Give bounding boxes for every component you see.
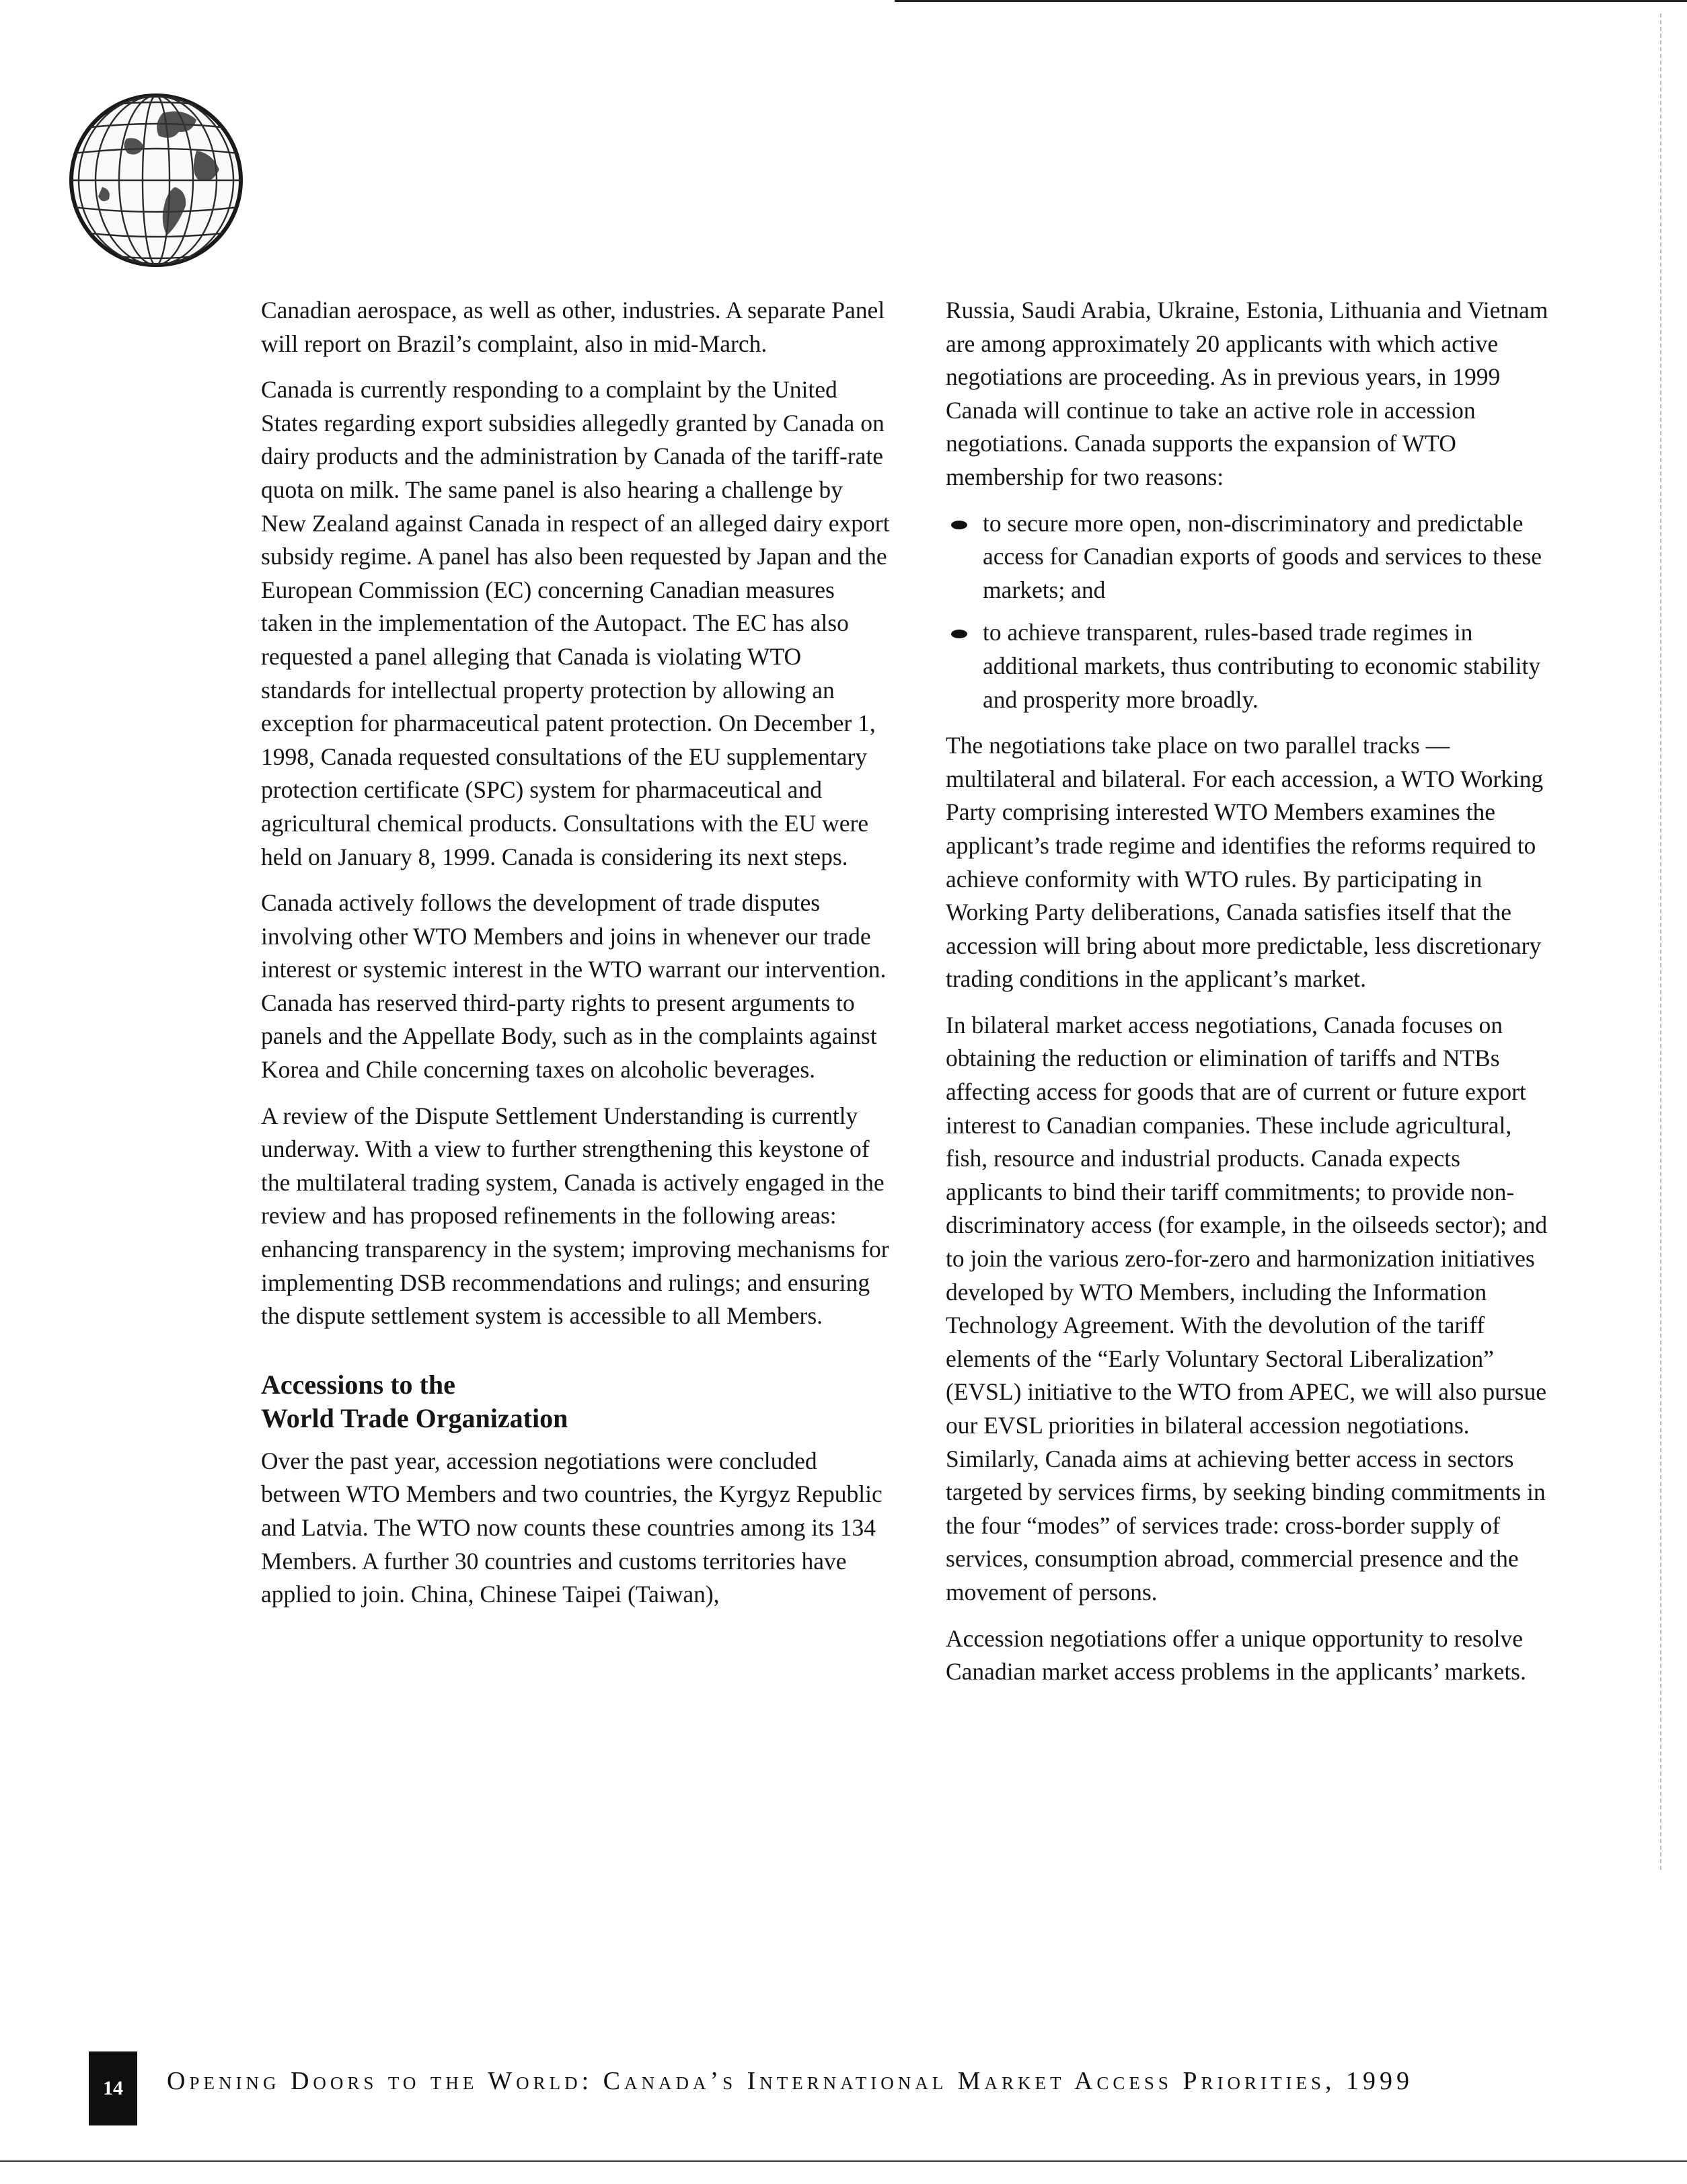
page-number: 14: [89, 2051, 137, 2125]
top-rule: [895, 0, 1687, 2]
bullet-text: to achieve transparent, rules-based trade regimes in additional markets, thus contributing to economic stability and prosperity more broadly.: [983, 619, 1541, 713]
running-title: Opening Doors to the World: Canada’s International Market Access Priorities, 1999: [167, 2067, 1414, 2095]
paragraph: Canada is currently responding to a complaint by the United States regarding export subsidies allegedly granted by Canada on dairy products and the administration by Canada of the tariff-rate quota on milk. The same panel is also hearing a challenge by New Zealand against Canada in respect of an alleged dairy export subsidy regime. A panel has also been requested by Japan and the European Commission (EC) concerning Canadian measures taken in the implementation of the Autopact. The EC has also requested a panel alleging that Canada is violating WTO standards for intellectual property protection by allowing an exception for pharmaceutical patent protection. On December 1, 1998, Canada requested consultations of the EU supplementary protection certificate (SPC) system for pharmaceutical and agricultural chemical products. Consultations with the EU were held on January 8, 1999. Canada is considering its next steps.: [261, 376, 890, 870]
paragraph: Canadian aerospace, as well as other, industries. A separate Panel will report on Brazil’s complaint, also in mid-March.: [261, 297, 885, 357]
paragraph: Canada actively follows the development of trade disputes involving other WTO Members and joins in whenever our trade interest or systemic interest in the WTO warrant our intervention. Canada has reserved third-party rights to present arguments to panels and the Appellate Body, such as in the complaints against Korea and Chile concerning taxes on alcoholic beverages.: [261, 889, 887, 1084]
globe-icon: [62, 86, 250, 274]
left-column: [261, 294, 890, 1624]
paragraph: Russia, Saudi Arabia, Ukraine, Estonia, Lithuania and Vietnam are among approximately 20 applicants with which active negotiations are proceeding. As in previous years, in 1999 Canada will continue to take an active role in accession negotiations. Canada supports the expansion of WTO membership for two reasons:: [946, 297, 1548, 490]
paragraph: Over the past year, accession negotiations were concluded between WTO Members and two countries, the Kyrgyz Republic and Latvia. The WTO now counts these countries among its 134 Members. A further 30 countries and customs territories have applied to join. China, Chinese Taipei (Taiwan),: [261, 1447, 883, 1608]
bullet-text: to secure more open, non-discriminatory and predictable access for Canadian exports of goods and services to these markets; and: [983, 509, 1542, 603]
bullet-icon: [951, 521, 967, 529]
bullet-item: [946, 616, 1551, 716]
paragraph: A review of the Dispute Settlement Understanding is currently underway. With a view to further strengthening this keystone of the multilateral trading system, Canada is actively engaged in the review and has proposed refinements in the following areas: enhancing transparency in the system; improving mechanisms for implementing DSB recommendations and rulings; and ensuring the dispute settlement system is accessible to all Members.: [261, 1102, 889, 1330]
bullet-icon: [951, 630, 967, 638]
section-heading-line: World Trade Organization: [261, 1402, 568, 1433]
paragraph: The negotiations take place on two parallel tracks — multilateral and bilateral. For each accession, a WTO Working Party comprising interested WTO Members examines the applicant’s trade regime and identifies the reforms required to achieve conformity with WTO rules. By participating in Working Party deliberations, Canada satisfies itself that the accession will bring about more predictable, less discretionary trading conditions in the applicant’s market.: [946, 732, 1544, 993]
page-edge-marks: [1660, 13, 1661, 1870]
paragraph: In bilateral market access negotiations, Canada focuses on obtaining the reduction or elimination of tariffs and NTBs affecting access for goods that are of current or future export interest to Canadian companies. These include agricultural, fish, resource and industrial products. Canada expects applicants to bind their tariff commitments; to provide non-discriminatory access (for example, in the oilseeds sector); and to join the various zero-for-zero and harmonization initiatives developed by WTO Members, including the Information Technology Agreement. With the devolution of the tariff elements of the “Early Voluntary Sectoral Liberalization” (EVSL) initiative to the WTO from APEC, we will also pursue our EVSL priorities in bilateral accession negotiations. Similarly, Canada aims at achieving better access in sectors targeted by services firms, by seeking binding commitments in the four “modes” of services trade: cross-border supply of services, consumption abroad, commercial presence and the movement of persons.: [946, 1011, 1548, 1606]
bullet-list: [946, 507, 1551, 717]
page-footer: [81, 2051, 1628, 2125]
right-column: [946, 294, 1551, 1702]
section-heading: [261, 1368, 890, 1435]
bullet-item: [946, 507, 1551, 607]
paragraph: Accession negotiations offer a unique opportunity to resolve Canadian market access problems in the applicants’ markets.: [946, 1624, 1526, 1686]
section-heading-line: Accessions to the: [261, 1369, 455, 1400]
bottom-rule: [0, 2160, 1687, 2162]
